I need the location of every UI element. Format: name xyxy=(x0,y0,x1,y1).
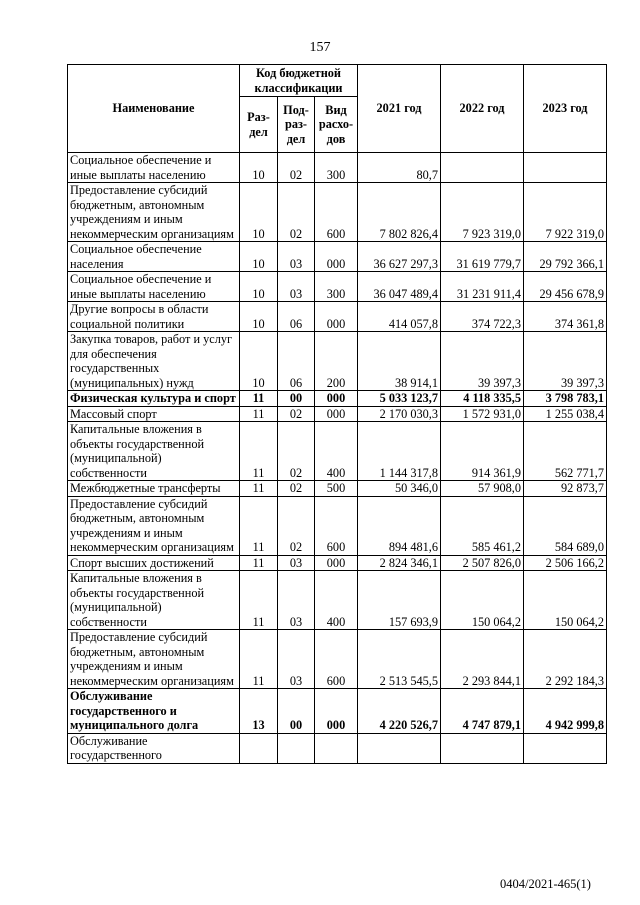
row-value-2022: 585 461,2 xyxy=(441,496,524,555)
header-budget-code: Код бюджетной классификации xyxy=(240,65,358,97)
row-value-2021: 414 057,8 xyxy=(358,302,441,332)
row-expense-type: 000 xyxy=(315,555,358,571)
row-subsection: 03 xyxy=(278,630,315,689)
row-value-2021: 36 627 297,3 xyxy=(358,242,441,272)
row-section: 11 xyxy=(240,406,278,422)
row-value-2023: 39 397,3 xyxy=(524,332,607,391)
row-value-2022: 2 507 826,0 xyxy=(441,555,524,571)
row-value-2023: 584 689,0 xyxy=(524,496,607,555)
row-value-2022: 1 572 931,0 xyxy=(441,406,524,422)
row-name: Предоставление субсидий бюджетным, автономным учреждениям и иным некоммерческим организациям xyxy=(68,630,240,689)
row-name: Капитальные вложения в объекты государственной (муниципальной) собственности xyxy=(68,422,240,481)
row-section: 10 xyxy=(240,272,278,302)
row-subsection: 02 xyxy=(278,183,315,242)
row-expense-type: 000 xyxy=(315,391,358,407)
table-row xyxy=(68,630,607,689)
row-name: Социальное обеспечение и иные выплаты населению xyxy=(68,153,240,183)
row-section: 10 xyxy=(240,183,278,242)
row-section: 10 xyxy=(240,302,278,332)
row-expense-type: 400 xyxy=(315,571,358,630)
row-value-2021: 2 170 030,3 xyxy=(358,406,441,422)
page-number: 157 xyxy=(309,40,331,55)
row-value-2021: 2 824 346,1 xyxy=(358,555,441,571)
row-subsection: 06 xyxy=(278,302,315,332)
row-expense-type xyxy=(315,733,358,763)
row-value-2023: 1 255 038,4 xyxy=(524,406,607,422)
row-value-2023: 4 942 999,8 xyxy=(524,689,607,734)
row-subsection: 03 xyxy=(278,242,315,272)
row-value-2023 xyxy=(524,733,607,763)
row-name: Социальное обеспечение населения xyxy=(68,242,240,272)
row-value-2023: 29 456 678,9 xyxy=(524,272,607,302)
row-value-2022: 31 619 779,7 xyxy=(441,242,524,272)
row-name: Социальное обеспечение и иные выплаты населению xyxy=(68,272,240,302)
row-section xyxy=(240,733,278,763)
row-expense-type: 400 xyxy=(315,422,358,481)
row-subsection: 00 xyxy=(278,391,315,407)
header-subsection: Под- раз- дел xyxy=(278,97,315,153)
row-value-2022: 57 908,0 xyxy=(441,481,524,497)
row-section: 11 xyxy=(240,555,278,571)
row-value-2022: 4 118 335,5 xyxy=(441,391,524,407)
row-value-2022: 374 722,3 xyxy=(441,302,524,332)
row-value-2021: 38 914,1 xyxy=(358,332,441,391)
row-value-2021: 157 693,9 xyxy=(358,571,441,630)
table-row xyxy=(68,391,607,407)
row-value-2023: 2 292 184,3 xyxy=(524,630,607,689)
row-value-2023: 92 873,7 xyxy=(524,481,607,497)
row-value-2023: 562 771,7 xyxy=(524,422,607,481)
table-row xyxy=(68,302,607,332)
table-row xyxy=(68,272,607,302)
row-value-2022 xyxy=(441,733,524,763)
row-value-2022: 2 293 844,1 xyxy=(441,630,524,689)
row-value-2021: 1 144 317,8 xyxy=(358,422,441,481)
table-row xyxy=(68,496,607,555)
row-expense-type: 000 xyxy=(315,689,358,734)
row-name: Массовый спорт xyxy=(68,406,240,422)
row-subsection: 02 xyxy=(278,406,315,422)
row-name: Предоставление субсидий бюджетным, автономным учреждениям и иным некоммерческим организациям xyxy=(68,496,240,555)
row-name: Межбюджетные трансферты xyxy=(68,481,240,497)
row-subsection: 02 xyxy=(278,153,315,183)
row-value-2023: 7 922 319,0 xyxy=(524,183,607,242)
row-value-2021: 7 802 826,4 xyxy=(358,183,441,242)
row-subsection: 02 xyxy=(278,481,315,497)
header-year-2022: 2022 год xyxy=(441,65,524,153)
row-expense-type: 600 xyxy=(315,630,358,689)
row-subsection xyxy=(278,733,315,763)
row-section: 11 xyxy=(240,496,278,555)
table-row xyxy=(68,332,607,391)
row-expense-type: 000 xyxy=(315,242,358,272)
row-subsection: 03 xyxy=(278,555,315,571)
table-row xyxy=(68,406,607,422)
row-expense-type: 300 xyxy=(315,272,358,302)
header-year-2021: 2021 год xyxy=(358,65,441,153)
row-name: Предоставление субсидий бюджетным, автономным учреждениям и иным некоммерческим организациям xyxy=(68,183,240,242)
row-value-2022: 150 064,2 xyxy=(441,571,524,630)
row-value-2022 xyxy=(441,153,524,183)
row-expense-type: 000 xyxy=(315,302,358,332)
row-name: Закупка товаров, работ и услуг для обеспечения государственных (муниципальных) нужд xyxy=(68,332,240,391)
table-row xyxy=(68,733,607,763)
row-value-2022: 7 923 319,0 xyxy=(441,183,524,242)
row-value-2021 xyxy=(358,733,441,763)
header-expense-type: Вид расхо- дов xyxy=(315,97,358,153)
row-section: 13 xyxy=(240,689,278,734)
row-value-2021: 80,7 xyxy=(358,153,441,183)
row-name: Капитальные вложения в объекты государственной (муниципальной) собственности xyxy=(68,571,240,630)
table-row xyxy=(68,481,607,497)
row-value-2023: 150 064,2 xyxy=(524,571,607,630)
table-row xyxy=(68,555,607,571)
table-row xyxy=(68,571,607,630)
table-row xyxy=(68,153,607,183)
row-section: 11 xyxy=(240,422,278,481)
row-expense-type: 600 xyxy=(315,183,358,242)
header-year-2023: 2023 год xyxy=(524,65,607,153)
header-name: Наименование xyxy=(68,65,240,153)
row-name: Обслуживание государственного xyxy=(68,733,240,763)
table-row xyxy=(68,183,607,242)
row-value-2023: 374 361,8 xyxy=(524,302,607,332)
row-value-2022: 4 747 879,1 xyxy=(441,689,524,734)
row-section: 10 xyxy=(240,332,278,391)
row-value-2023: 29 792 366,1 xyxy=(524,242,607,272)
row-expense-type: 300 xyxy=(315,153,358,183)
row-value-2023: 3 798 783,1 xyxy=(524,391,607,407)
table-body xyxy=(68,153,607,764)
row-value-2022: 914 361,9 xyxy=(441,422,524,481)
row-name: Физическая культура и спорт xyxy=(68,391,240,407)
row-section: 11 xyxy=(240,391,278,407)
row-name: Другие вопросы в области социальной политики xyxy=(68,302,240,332)
header-section: Раз- дел xyxy=(240,97,278,153)
budget-table xyxy=(67,64,607,764)
row-expense-type: 000 xyxy=(315,406,358,422)
row-value-2022: 31 231 911,4 xyxy=(441,272,524,302)
row-section: 11 xyxy=(240,481,278,497)
row-expense-type: 600 xyxy=(315,496,358,555)
row-value-2023: 2 506 166,2 xyxy=(524,555,607,571)
row-section: 11 xyxy=(240,630,278,689)
table-row xyxy=(68,689,607,734)
document-code: 0404/2021-465(1) xyxy=(500,877,591,891)
row-expense-type: 200 xyxy=(315,332,358,391)
table-row xyxy=(68,422,607,481)
table-row xyxy=(68,242,607,272)
row-name: Спорт высших достижений xyxy=(68,555,240,571)
row-value-2021: 2 513 545,5 xyxy=(358,630,441,689)
row-subsection: 06 xyxy=(278,332,315,391)
row-subsection: 02 xyxy=(278,422,315,481)
row-subsection: 00 xyxy=(278,689,315,734)
row-value-2021: 5 033 123,7 xyxy=(358,391,441,407)
row-value-2022: 39 397,3 xyxy=(441,332,524,391)
row-expense-type: 500 xyxy=(315,481,358,497)
row-value-2021: 894 481,6 xyxy=(358,496,441,555)
row-name: Обслуживание государственного и муниципального долга xyxy=(68,689,240,734)
row-section: 10 xyxy=(240,153,278,183)
row-subsection: 02 xyxy=(278,496,315,555)
row-subsection: 03 xyxy=(278,272,315,302)
row-subsection: 03 xyxy=(278,571,315,630)
row-value-2021: 50 346,0 xyxy=(358,481,441,497)
row-value-2021: 36 047 489,4 xyxy=(358,272,441,302)
row-section: 11 xyxy=(240,571,278,630)
row-value-2021: 4 220 526,7 xyxy=(358,689,441,734)
row-value-2023 xyxy=(524,153,607,183)
row-section: 10 xyxy=(240,242,278,272)
